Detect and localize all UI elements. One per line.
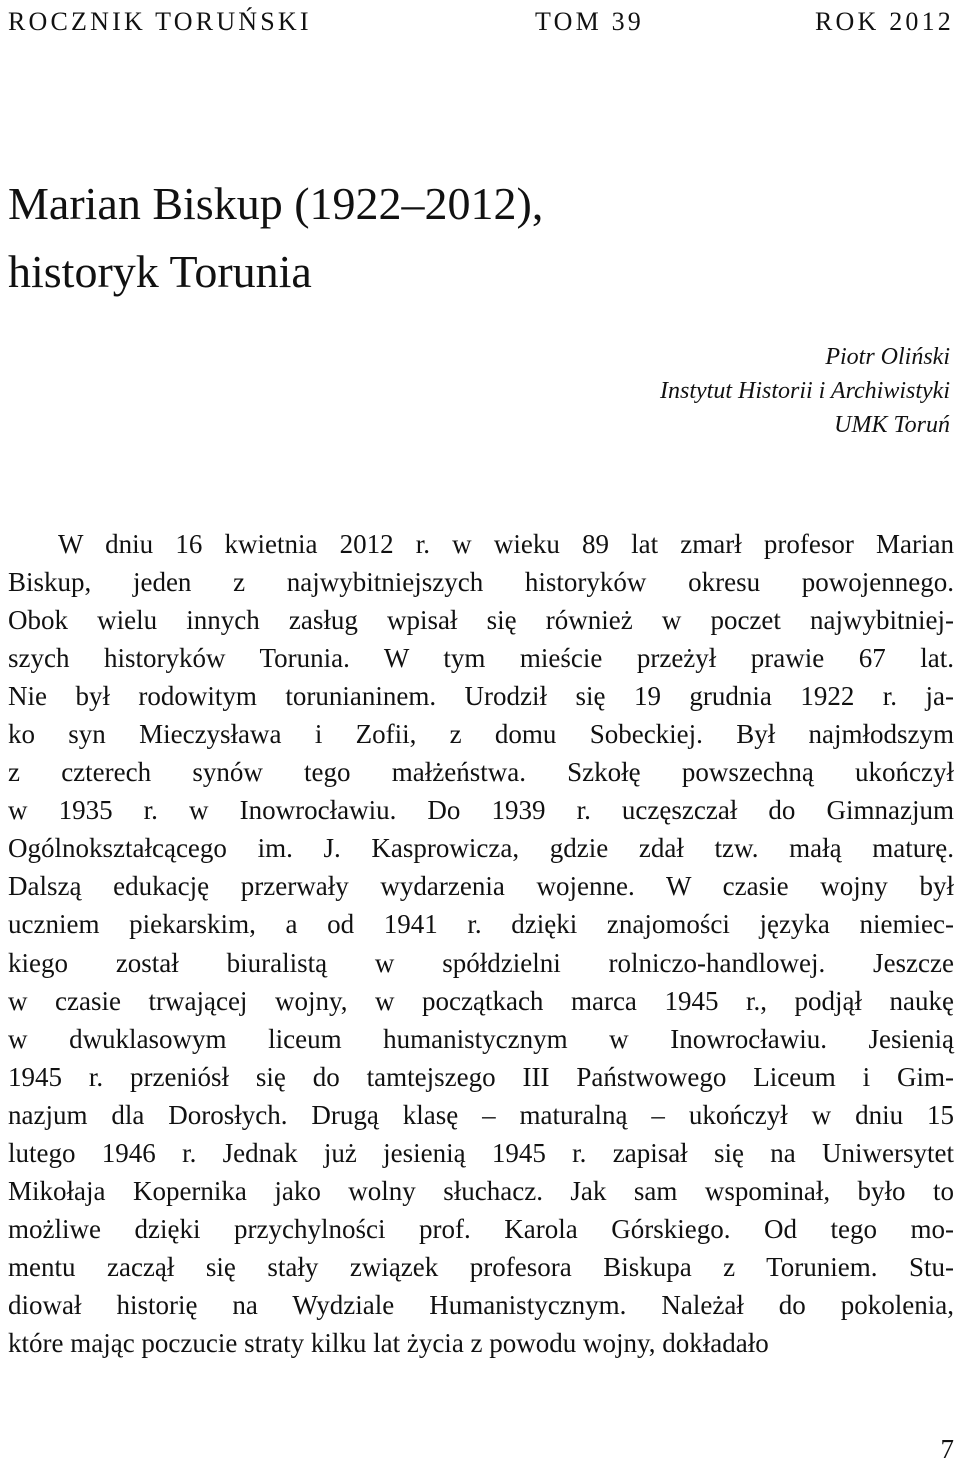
author-affiliation <box>660 340 950 442</box>
author-name: Piotr Oliński <box>825 344 950 370</box>
publication-year: ROK 2012 <box>815 7 954 36</box>
author-university: UMK Toruń <box>834 412 950 438</box>
text-line: Dalszą edukację przerwały wydarzenia wojenne. W czasie wojny był <box>8 871 954 902</box>
page-number: 7 <box>940 1434 954 1464</box>
text-line: w dwuklasowym liceum humanistycznym w Inowrocławiu. Jesienią <box>8 1023 954 1054</box>
text-line: w 1935 r. w Inowrocławiu. Do 1939 r. uczęszczał do Gimnazjum <box>8 795 954 826</box>
text-line: szych historyków Torunia. W tym mieście przeżył prawie 67 lat. <box>8 643 954 674</box>
volume-number: TOM 39 <box>535 7 645 36</box>
text-line: mentu zaczął się stały związek profesora Biskupa z Toruniem. Stu- <box>8 1251 954 1282</box>
text-line: W dniu 16 kwietnia 2012 r. w wieku 89 lat zmarł profesor Marian <box>58 529 954 559</box>
text-line: nazjum dla Dorosłych. Drugą klasę – maturalną – ukończył w dniu 15 <box>8 1099 954 1130</box>
text-line: Obok wielu innych zasług wpisał się również w poczet najwybitniej- <box>8 605 954 636</box>
text-line: z czterech synów tego małżeństwa. Szkołę powszechną ukończył <box>8 757 954 788</box>
text-line: które mając poczucie straty kilku lat życia z powodu wojny, dokładało <box>8 1327 769 1358</box>
document-page <box>8 0 954 1475</box>
text-line: diował historię na Wydziale Humanistycznym. Należał do pokolenia, <box>8 1289 954 1320</box>
text-line: Biskup, jeden z najwybitniejszych historyków okresu powojennego. <box>8 567 954 598</box>
author-institute: Instytut Historii i Archiwistyki <box>660 378 950 404</box>
text-line: uczniem piekarskim, a od 1941 r. dzięki znajomości języka niemiec- <box>8 909 954 940</box>
running-header <box>8 6 954 38</box>
journal-name: ROCZNIK TORUŃSKI <box>8 7 312 36</box>
text-line: Mikołaja Kopernika jako wolny słuchacz. Jak sam wspominał, było to <box>8 1175 954 1206</box>
text-line: 1945 r. przeniósł się do tamtejszego III Państwowego Liceum i Gim- <box>8 1061 954 1092</box>
article-title-line: Marian Biskup (1922–2012), <box>8 178 544 229</box>
text-line: możliwe dzięki przychylności prof. Karola Górskiego. Od tego mo- <box>8 1213 954 1244</box>
article-title <box>8 170 948 306</box>
text-line: Nie był rodowitym torunianinem. Urodził się 19 grudnia 1922 r. ja- <box>8 681 954 712</box>
text-line: ko syn Mieczysława i Zofii, z domu Sobeckiej. Był najmłodszym <box>8 719 954 750</box>
body-paragraph <box>8 525 954 1362</box>
text-line: Ogólnokształcącego im. J. Kasprowicza, gdzie zdał tzw. małą maturę. <box>8 833 954 864</box>
text-line: lutego 1946 r. Jednak już jesienią 1945 r. zapisał się na Uniwersytet <box>8 1137 954 1168</box>
article-title-line: historyk Torunia <box>8 246 312 297</box>
text-line: w czasie trwającej wojny, w początkach marca 1945 r., podjął naukę <box>8 985 954 1016</box>
text-line: kiego został biuralistą w spółdzielni rolniczo-handlowej. Jeszcze <box>8 947 954 978</box>
